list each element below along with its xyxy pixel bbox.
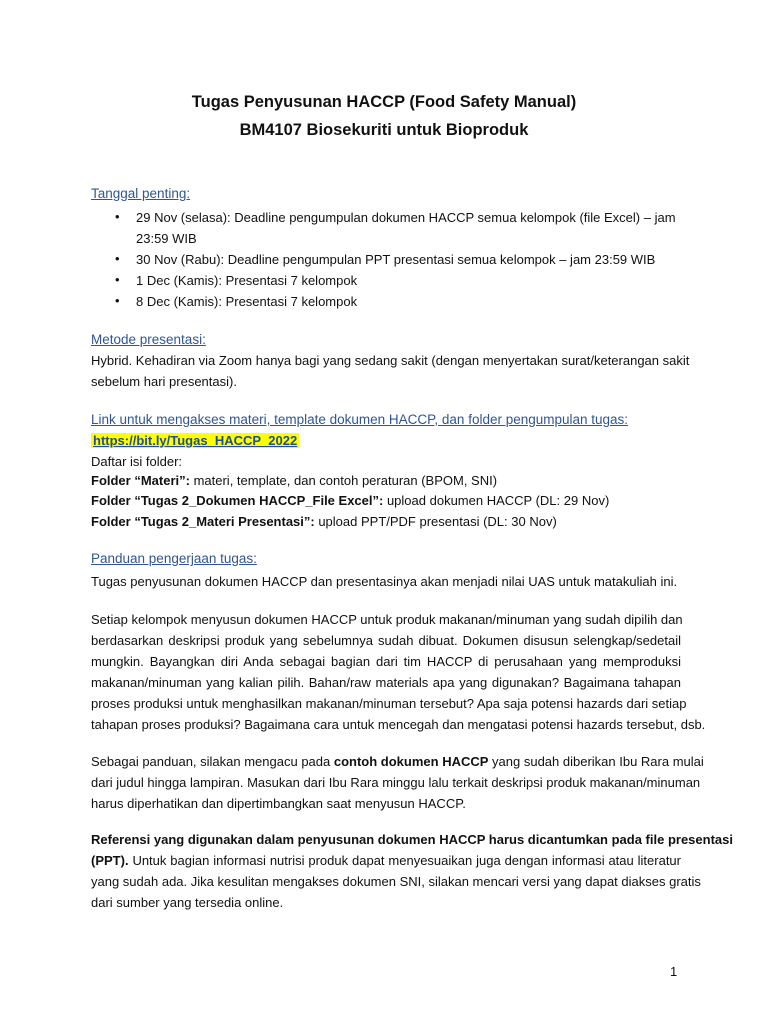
bullet-icon: • xyxy=(115,272,120,287)
line-segment: Untuk bagian informasi nutrisi produk dapat menyesuaikan juga dengan informasi atau literatur xyxy=(128,853,681,868)
date-item: 1 Dec (Kamis): Presentasi 7 kelompok xyxy=(136,273,358,288)
line-segment: yang sudah diberikan Ibu Rara mulai xyxy=(488,754,704,769)
paragraph-line: dari sumber yang tersedia online. xyxy=(91,895,284,910)
panduan-intro: Tugas penyusunan dokumen HACCP dan presentasinya akan menjadi nilai UAS untuk matakuliah ini. xyxy=(91,574,678,589)
panduan-paragraph-2 xyxy=(91,751,704,814)
contoh-dokumen-emphasis: contoh dokumen HACCP xyxy=(333,754,489,769)
paragraph-line: yang sudah ada. Jika kesulitan mengakses dokumen SNI, silakan mencari versi yang dapat diakses gratis xyxy=(91,874,701,889)
panduan-paragraph-3 xyxy=(91,829,733,913)
paragraph-line xyxy=(91,751,704,772)
folder-description: upload PPT/PDF presentasi (DL: 30 Nov) xyxy=(314,514,557,529)
bullet-icon: • xyxy=(115,293,120,308)
folder-name: Folder “Materi”: xyxy=(91,473,190,488)
folder-description: materi, template, dan contoh peraturan (BPOM, SNI) xyxy=(189,473,498,488)
page-number: 1 xyxy=(670,964,678,979)
date-item: 8 Dec (Kamis): Presentasi 7 kelompok xyxy=(136,294,358,309)
folder-item xyxy=(91,490,609,511)
bullet-icon: • xyxy=(115,209,120,224)
paragraph-line: makanan/minuman yang kalian pilih. Bahan/raw materials apa yang digunakan? Bagaimana tahapan xyxy=(91,675,681,690)
paragraph-line xyxy=(91,850,681,871)
section-heading-metode: Metode presentasi: xyxy=(91,332,206,347)
paragraph-line: tahapan proses produksi? Bagaimana cara untuk mencegah dan mengatasi potensi hazards tersebut, dsb. xyxy=(91,717,706,732)
metode-text-line: sebelum hari presentasi). xyxy=(91,374,237,389)
folder-item xyxy=(91,511,557,532)
line-segment: Sebagai panduan, silakan mengacu pada xyxy=(91,754,334,769)
daftar-isi-label: Daftar isi folder: xyxy=(91,454,183,469)
paragraph-line: mungkin. Bayangkan diri Anda sebagai bagian dari tim HACCP di perusahaan yang memproduksi xyxy=(91,654,681,669)
course-title: BM4107 Biosekuriti untuk Bioproduk xyxy=(239,121,529,139)
section-heading-tanggal: Tanggal penting: xyxy=(91,186,191,201)
panduan-paragraph-1 xyxy=(91,609,706,735)
folder-description: upload dokumen HACCP (DL: 29 Nov) xyxy=(383,493,610,508)
bullet-icon: • xyxy=(115,251,120,266)
date-item-continuation: 23:59 WIB xyxy=(136,231,197,246)
paragraph-line: berdasarkan deskripsi produk yang sebelumnya sudah dibuat. Dokumen disusun selengkap/sedetail xyxy=(91,633,681,648)
folder-name: Folder “Tugas 2_Materi Presentasi”: xyxy=(91,514,315,529)
section-heading-link: Link untuk mengakses materi, template dokumen HACCP, dan folder pengumpulan tugas: xyxy=(91,412,629,427)
paragraph-line: Setiap kelompok menyusun dokumen HACCP untuk produk makanan/minuman yang sudah dipilih dan xyxy=(91,612,683,627)
paragraph-line: proses produksi untuk menghasilkan makanan/minuman tersebut? Apa saja potensi hazards dari setiap xyxy=(91,696,687,711)
folder-item xyxy=(91,470,497,491)
folder-name: Folder “Tugas 2_Dokumen HACCP_File Excel”: xyxy=(91,493,384,508)
paragraph-line: harus diperhatikan dan dipertimbangkan saat menyusun HACCP. xyxy=(91,796,466,811)
folder-link[interactable]: https://bit.ly/Tugas_HACCP_2022 xyxy=(93,433,298,448)
paragraph-line: Referensi yang digunakan dalam penyusunan dokumen HACCP harus dicantumkan pada file presentasi xyxy=(91,832,733,847)
document-title: Tugas Penyusunan HACCP (Food Safety Manual) xyxy=(191,93,577,111)
date-item: 29 Nov (selasa): Deadline pengumpulan dokumen HACCP semua kelompok (file Excel) – jam xyxy=(136,210,676,225)
ppt-emphasis: (PPT). xyxy=(91,853,129,868)
paragraph-line: dari judul hingga lampiran. Masukan dari Ibu Rara minggu lalu terkait deskripsi produk makanan/minuman xyxy=(91,775,701,790)
folder-link-row xyxy=(91,430,299,451)
date-item: 30 Nov (Rabu): Deadline pengumpulan PPT presentasi semua kelompok – jam 23:59 WIB xyxy=(136,252,656,267)
section-heading-panduan: Panduan pengerjaan tugas: xyxy=(91,551,257,566)
metode-text-line: Hybrid. Kehadiran via Zoom hanya bagi yang sedang sakit (dengan menyertakan surat/keterangan sakit xyxy=(91,353,690,368)
